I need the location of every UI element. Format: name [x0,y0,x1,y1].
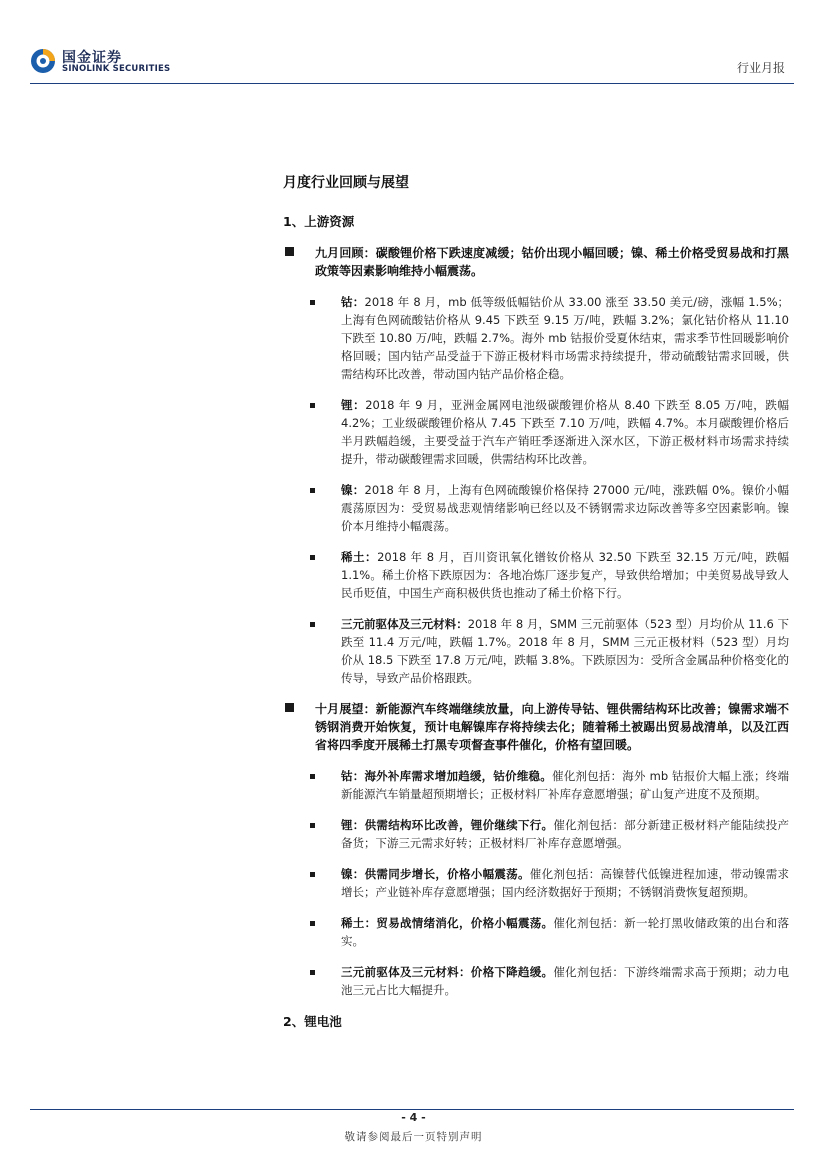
item-body [341,914,789,950]
main-content [283,172,789,1044]
september-item-list [283,293,789,687]
item-label: 稀土： [341,550,378,564]
small-square-bullet-icon [310,970,315,975]
square-bullet-icon [285,247,294,256]
item-label: 三元前驱体及三元材料：价格下降趋缓。 [341,965,554,979]
small-square-bullet-icon [310,921,315,926]
item-body [341,767,789,803]
item-text: 2018 年 8 月，上海有色网硫酸镍价格保持 27000 元/吨，涨跌幅 0%。镍价小幅震荡原因为：受贸易战悲观情绪影响已经以及不锈钢需求边际改善等多空因素影响。镍价本月维持小幅震荡。 [341,483,790,533]
battery-heading: 2、锂电池 [283,1014,342,1029]
october-summary: 十月展望：新能源汽车终端继续放量，向上游传导钴、锂供需结构环比改善；镍需求端不锈钢消费开始恢复，预计电解镍库存将持续去化；随着稀土被踢出贸易战清单，以及江西省将四季度开展稀土打黑专项督查事件催化，价格有望回暖。 [315,702,789,752]
item-label: 镍： [341,483,365,497]
october-outlook [283,700,789,754]
small-square-bullet-icon [310,823,315,828]
item-body [341,396,789,468]
page-header [0,0,827,90]
item-text: 2018 年 8 月，百川资讯氧化镨钕价格从 32.50 下跌至 32.15 万元/吨，跌幅 1.1%。稀土价格下跌原因为：各地冶炼厂逐步复产，导致供给增加；中美贸易战导致人民币贬值，中国生产商积极供货也推动了稀土价格下行。 [341,550,790,600]
item-label: 锂： [341,398,366,412]
small-square-bullet-icon [310,300,315,305]
item-text: 催化剂包括：部分新建正极材料产能陆续投产备货；下游三元需求好转；正极材料厂补库存意愿增强。 [341,818,790,850]
item-label: 钴： [341,295,365,309]
list-item [283,548,789,602]
logo-chinese-name: 国金证券 [62,50,122,66]
item-label: 锂：供需结构环比改善，锂价继续下行。 [341,818,554,832]
square-bullet-icon [285,703,294,712]
small-square-bullet-icon [310,872,315,877]
item-label: 钴：海外补库需求增加趋缓，钴价维稳。 [341,769,552,783]
list-item [283,963,789,999]
small-square-bullet-icon [310,622,315,627]
item-text: 催化剂包括：新一轮打黑收储政策的出台和落实。 [341,916,790,948]
item-text: 催化剂包括：海外 mb 钴报价大幅上涨；终端新能源汽车销量超预期增长；正极材料厂补库存意愿增强；矿山复产进度不及预期。 [341,769,789,801]
list-item [283,914,789,950]
item-body [341,865,789,901]
september-review [283,244,789,280]
item-text: 2018 年 8 月，mb 低等级低幅钴价从 33.00 涨至 33.50 美元/磅，涨幅 1.5%；上海有色网硫酸钴价格从 9.45 下跌至 9.15 万/吨，跌幅 3.2%；氯化钴价格从 11.10 下跌至 10.80 万/吨，跌幅 2.7%。海外 mb 钴报价受夏休结束，需求季节性回暖影响价格回暖；国内钴产品受益于下游正极材料市场需求持续提升，带动硫酸钴需求回暖，供需结构环比改善，带动国内钴产品价格企稳。 [341,295,790,381]
upstream-heading: 1、上游资源 [283,214,355,229]
item-text: 催化剂包括：下游终端需求高于预期；动力电池三元占比大幅提升。 [341,965,790,997]
item-body [341,548,789,602]
report-type-label: 行业月报 [736,61,785,75]
logo-english-name: SINOLINK SECURITIES [62,64,171,74]
item-label: 稀土：贸易战情绪消化，价格小幅震荡。 [341,916,554,930]
small-square-bullet-icon [310,488,315,493]
item-text: 2018 年 9 月，亚洲金属网电池级碳酸锂价格从 8.40 下跌至 8.05 万/吨，跌幅 4.2%；工业级碳酸锂价格从 7.45 下跌至 7.10 万/吨，跌幅 4.7%。本月碳酸锂价格后半月跌幅趋缓，主要受益于汽车产销旺季逐渐进入深水区，下游正极材料市场需求持续提升，带动碳酸锂需求回暖，供需结构环比改善。 [341,398,790,466]
list-item [283,615,789,687]
item-body [341,293,789,383]
item-text: 催化剂包括：高镍替代低镍进程加速，带动镍需求增长；产业链补库存意愿增强；国内经济数据好于预期；不锈钢消费恢复超预期。 [341,867,790,899]
list-item [283,481,789,535]
sinolink-logo-icon [30,48,56,74]
small-square-bullet-icon [310,555,315,560]
item-body [341,615,789,687]
september-summary: 九月回顾：碳酸锂价格下跌速度减缓；钴价出现小幅回暖；镍、稀土价格受贸易战和打黑政策等因素影响维持小幅震荡。 [315,246,789,278]
list-item [283,816,789,852]
small-square-bullet-icon [310,403,315,408]
list-item [283,865,789,901]
item-label: 镍：供需同步增长，价格小幅震荡。 [341,867,530,881]
page-number: - 4 - [401,1111,426,1124]
list-item [283,396,789,468]
october-item-list [283,767,789,999]
company-logo [30,46,170,78]
disclaimer-note: 敬请参阅最后一页特别声明 [344,1131,483,1143]
item-body [341,481,789,535]
list-item [283,767,789,803]
item-body [341,816,789,852]
list-item [283,293,789,383]
section-title: 月度行业回顾与展望 [283,175,409,191]
header-divider [30,83,794,84]
item-body [341,963,789,999]
item-label: 三元前驱体及三元材料： [341,617,468,631]
item-text: 2018 年 8 月，SMM 三元前驱体（523 型）月均价从 11.6 下跌至 11.4 万元/吨，跌幅 1.7%。2018 年 8 月，SMM 三元正极材料（523 型）月均价从 18.5 下跌至 17.8 万元/吨，跌幅 3.8%。下跌原因为：受所含金属品种价格变化的传导，导致产品价格跟跌。 [341,617,790,685]
small-square-bullet-icon [310,774,315,779]
footer-divider [30,1109,794,1110]
